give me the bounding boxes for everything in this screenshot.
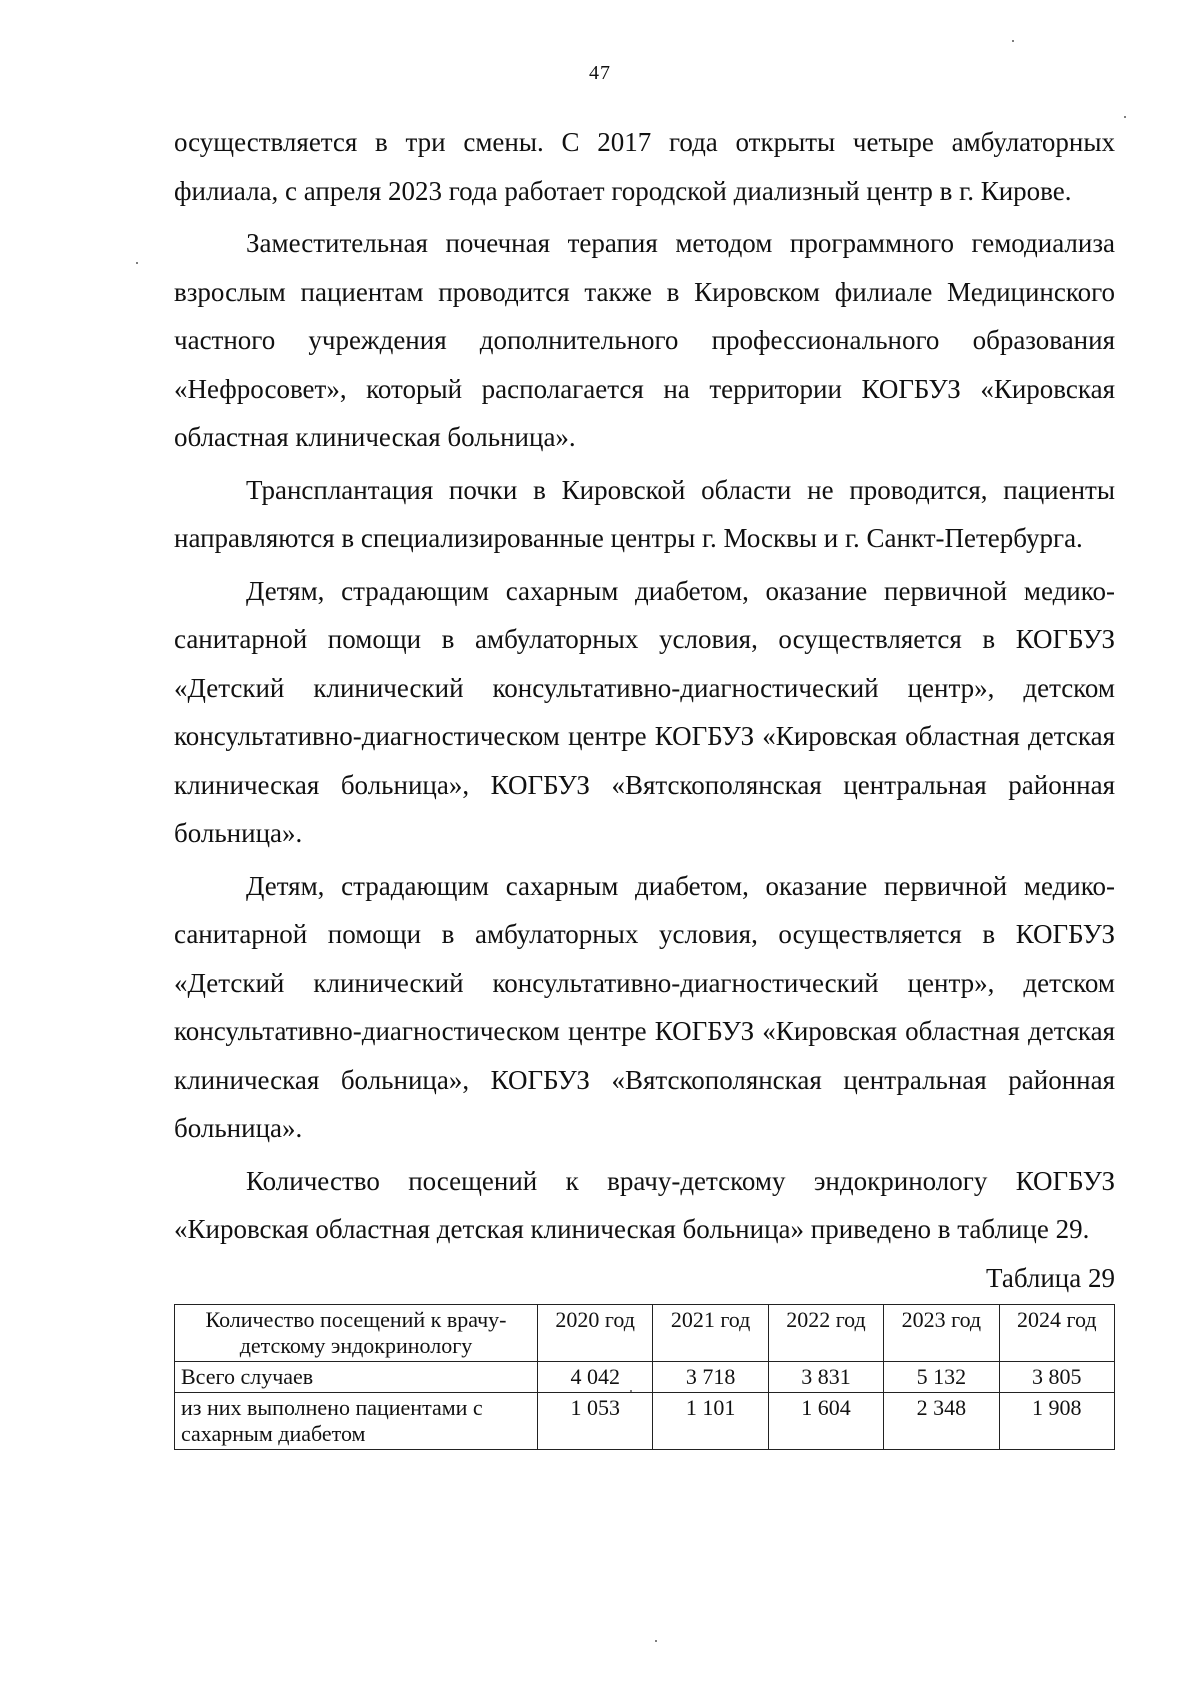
table-row-label: Всего случаев	[175, 1361, 538, 1392]
table-header-row	[175, 1304, 1115, 1361]
page-number: 47	[589, 62, 611, 84]
table-header-year: 2023 год	[884, 1304, 999, 1361]
scan-speck	[136, 262, 138, 264]
scan-speck	[1012, 40, 1014, 42]
paragraph-3: Трансплантация почки в Кировской области не проводится, пациенты направляются в специализированные центры г. Москвы и г. Санкт-Петербурга.	[174, 474, 1115, 553]
table-row-label: из них выполнено пациентами с сахарным диабетом	[175, 1392, 538, 1449]
table-header-label: Количество посещений к врачу-детскому эндокринологу	[175, 1304, 538, 1361]
scan-speck	[1124, 116, 1126, 118]
page-content	[174, 118, 1115, 1450]
paragraph-4: Детям, страдающим сахарным диабетом, оказание первичной медико-санитарной помощи в амбулаторных условия, осуществляется в КОГБУЗ «Детский клинический консультативно-диагностический центр», детском консультативно-диагностическом центре КОГБУЗ «Кировская областная детская клиническая больница», КОГБУЗ «Вятскополянская центральная районная больница».	[174, 575, 1115, 848]
table-row	[175, 1392, 1115, 1449]
table-cell: 1 101	[653, 1392, 768, 1449]
paragraph-2: Заместительная почечная терапия методом программного гемодиализа взрослым пациентам проводится также в Кировском филиале Медицинского частного учреждения дополнительного профессионального образования «Нефросовет», который располагается на территории КОГБУЗ «Кировская областная клиническая больница».	[174, 228, 1115, 452]
table-cell: 4 042	[538, 1361, 653, 1392]
table-cell: 3 718	[653, 1361, 768, 1392]
scan-speck	[655, 1640, 657, 1642]
table-cell: 2 348	[884, 1392, 999, 1449]
paragraph-5: Детям, страдающим сахарным диабетом, оказание первичной медико-санитарной помощи в амбулаторных условия, осуществляется в КОГБУЗ «Детский клинический консультативно-диагностический центр», детском консультативно-диагностическом центре КОГБУЗ «Кировская областная детская клиническая больница», КОГБУЗ «Вятскополянская центральная районная больница».	[174, 870, 1115, 1143]
visits-table	[174, 1304, 1115, 1450]
table-header-year: 2022 год	[768, 1304, 883, 1361]
table-row	[175, 1361, 1115, 1392]
paragraph-1: осуществляется в три смены. С 2017 года открыты четыре амбулаторных филиала, с апреля 2023 года работает городской диализный центр в г. Кирове.	[174, 127, 1115, 206]
table-cell: 5 132	[884, 1361, 999, 1392]
table-header-year: 2021 год	[653, 1304, 768, 1361]
paragraph-6: Количество посещений к врачу-детскому эндокринологу КОГБУЗ «Кировская областная детская клиническая больница» приведено в таблице 29.	[174, 1165, 1115, 1244]
table-header-year: 2024 год	[999, 1304, 1114, 1361]
table-cell: 3 831	[768, 1361, 883, 1392]
table-caption: Таблица 29	[986, 1262, 1115, 1293]
scan-speck	[630, 1390, 632, 1392]
table-cell: 1 053	[538, 1392, 653, 1449]
table-cell: 3 805	[999, 1361, 1114, 1392]
table-header-year: 2020 год	[538, 1304, 653, 1361]
table-cell: 1 908	[999, 1392, 1114, 1449]
table-cell: 1 604	[768, 1392, 883, 1449]
